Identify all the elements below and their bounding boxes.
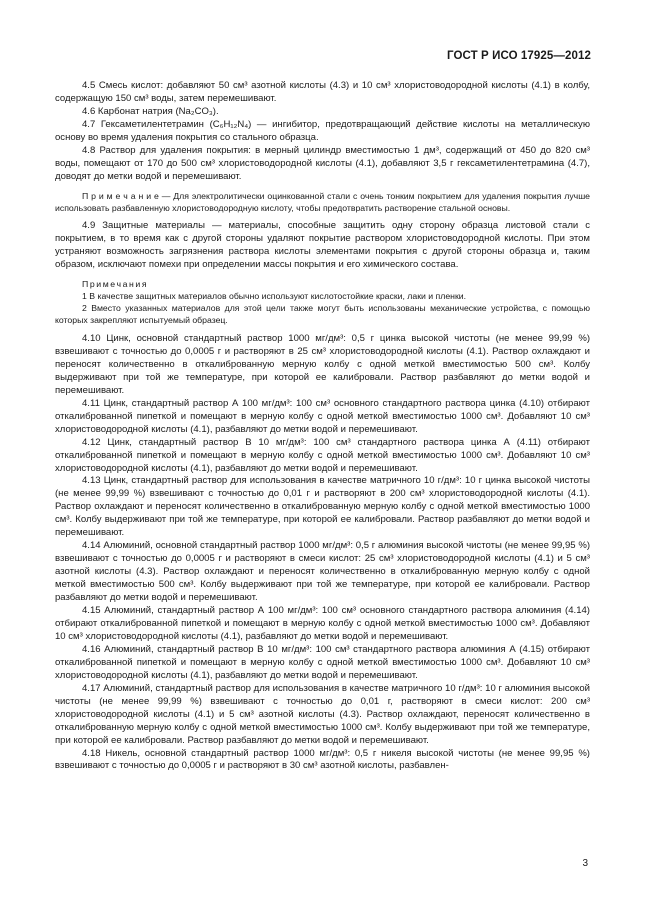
paragraph-4-7: 4.7 Гексаметилентетрамин (C₆H₁₂N₄) — ингибитор, предотвращающий действие кислоты на металлическую основу во время удаления покрытия со стального образца. [55, 118, 590, 143]
paragraph-4-11: 4.11 Цинк, стандартный раствор А 100 мг/дм³: 100 см³ основного стандартного раствора цинка (4.10) отбирают откалиброванной пипеткой и помещают в мерную колбу с одной меткой вместимостью 1000 см³. Добавляют 10 см³ хлористоводородной кислоты (4.1), разбавляют до метки водой и перемешивают. [55, 397, 590, 435]
paragraph-4-5: 4.5 Смесь кислот: добавляют 50 см³ азотной кислоты (4.3) и 10 см³ хлористоводородной кислоты (4.1) в колбу, содержащую 150 см³ воды, затем перемешивают. [55, 80, 590, 104]
document-body [55, 80, 590, 773]
paragraph-4-10: 4.10 Цинк, основной стандартный раствор 1000 мг/дм³: 0,5 г цинка высокой чистоты (не менее 99,99 %) взвешивают с точностью до 0,0005 г и растворяют в 25 см³ хлористоводородной кислоты (4.1). Раствор охлаждают и переносят количественно в откалиброванную мерную колбу с одной меткой вместимостью 500 см³. Колбу выдерживают при той же температуре, при которой ее калибровали. Раствор разбавляют до метки водой и перемешивают. [55, 333, 590, 396]
paragraph-4-18: 4.18 Никель, основной стандартный раствор 1000 мг/дм³: 0,5 г никеля высокой чистоты (не менее 99,95 %) взвешивают с точностью до 0,0005 г и растворяют в 30 см³ азотной кислоты, разбавлен- [55, 747, 590, 772]
note-item-1: 1 В качестве защитных материалов обычно используют кислотостойкие краски, лаки и пленки. [82, 290, 467, 301]
page-number: 3 [582, 858, 588, 869]
paragraph-4-14: 4.14 Алюминий, основной стандартный раствор 1000 мг/дм³: 0,5 г алюминия высокой чистоты (не менее 99,95 %) взвешивают с точностью до 0,0005 г и растворяют в смеси кислот: 25 см³ хлористоводородной кислоты (4.1) и 5 см³ азотной кислоты (4.3). Раствор охлаждают и переносят количественно в откалиброванную мерную колбу с одной меткой вместимостью 500 см³. Колбу выдерживают при той же температуре, при которой ее калибровали. Раствор разбавляют до метки водой и перемешивают. [55, 540, 590, 604]
standard-header: ГОСТ Р ИСО 17925—2012 [446, 50, 591, 62]
paragraph-4-16: 4.16 Алюминий, стандартный раствор В 10 мг/дм³: 100 см³ стандартного раствора алюминия А (4.15) отбирают откалиброванной пипеткой и помещают в мерную колбу с одной меткой вместимостью 1000 см³. Добавляют 10 см³ хлористоводородной кислоты (4.1), разбавляют до метки водой и перемешивают. [55, 643, 590, 681]
paragraph-4-6: 4.6 Карбонат натрия (Na₂CO₃). [82, 105, 219, 117]
paragraph-4-13: 4.13 Цинк, стандартный раствор для использования в качестве матричного 10 г/дм³: 10 г цинка высокой чистоты (не менее 99,99 %) взвешивают с точностью до 0,01 г и растворяют в 200 см³ хлористоводородной кислоты (4.1). Раствор охлаждают и переносят количественно в откалиброванную мерную колбу с одной меткой вместимостью 1000 см³. Колбу выдерживают при той же температуре, при которой ее калибровали. Раствор разбавляют до метки водой и перемешивают. [55, 475, 590, 539]
note-item-2: 2 Вместо указанных материалов для этой цели также могут быть использованы механические устройства, с помощью которых закрепляют испытуемый образец. [55, 302, 590, 325]
paragraph-4-17: 4.17 Алюминий, стандартный раствор для использования в качестве матричного 10 г/дм³: 10 г алюминия высокой чистоты (не менее 99,99 %) взвешивают с точностью до 0,01 г, растворяют в смеси кислот: 200 см³ хлористоводородной кислоты (4.1) и 5 см³ азотной кислоты (4.3). Раствор охлаждают, переносят количественно в откалиброванную мерную колбу с одной меткой вместимостью 1000 см³. Колбу выдерживают при той же температуре, при которой ее калибровали. Раствор разбавляют до метки водой и перемешивают. [55, 682, 590, 746]
paragraph-4-8: 4.8 Раствор для удаления покрытия: в мерный цилиндр вместимостью 1 дм³, содержащий от 450 до 820 см³ воды, помещают от 170 до 500 см³ хлористоводородной кислоты (4.1), добавляют 3,5 г гексаметилентетрамина (4.7), доводят до метки водой и перемешивают. [55, 144, 590, 182]
paragraph-4-9: 4.9 Защитные материалы — материалы, способные защитить одну сторону образца листовой стали с покрытием, в то время как с другой стороны удаляют покрытие раствором хлористоводородной кислоты. При этом устраняют возможность загрязнения раствора кислоты элементами покрытия с другой стороны образца и, таким образом, исключают помехи при определении массы покрытия и его химического состава. [55, 219, 590, 270]
paragraph-4-15: 4.15 Алюминий, стандартный раствор А 100 мг/дм³: 100 см³ основного стандартного раствора алюминия (4.14) отбирают откалиброванной пипеткой и помещают в мерную колбу с одной меткой вместимостью 1000 см³. Добавляют 10 см³ хлористоводородной кислоты (4.1), разбавляют до метки водой и перемешивают. [55, 605, 590, 642]
spacer [55, 326, 590, 333]
paragraph-4-12: 4.12 Цинк, стандартный раствор В 10 мг/дм³: 100 см³ стандартного раствора цинка А (4.11) отбирают откалиброванной пипеткой и помещают в мерную колбу с одной меткой вместимостью 1000 см³. Добавляют 10 см³ хлористоводородной кислоты (4.1), разбавляют до метки водой и перемешивают. [55, 436, 590, 474]
note-paragraph: П р и м е ч а н и е — Для электролитически оцинкованной стали с очень тонким покрытием для удаления покрытия лучше использовать разбавленную хлористоводородную кислоту, чтобы предотвратить растворение стальной основы. [55, 190, 590, 213]
notes-heading: Примечания [82, 278, 149, 289]
